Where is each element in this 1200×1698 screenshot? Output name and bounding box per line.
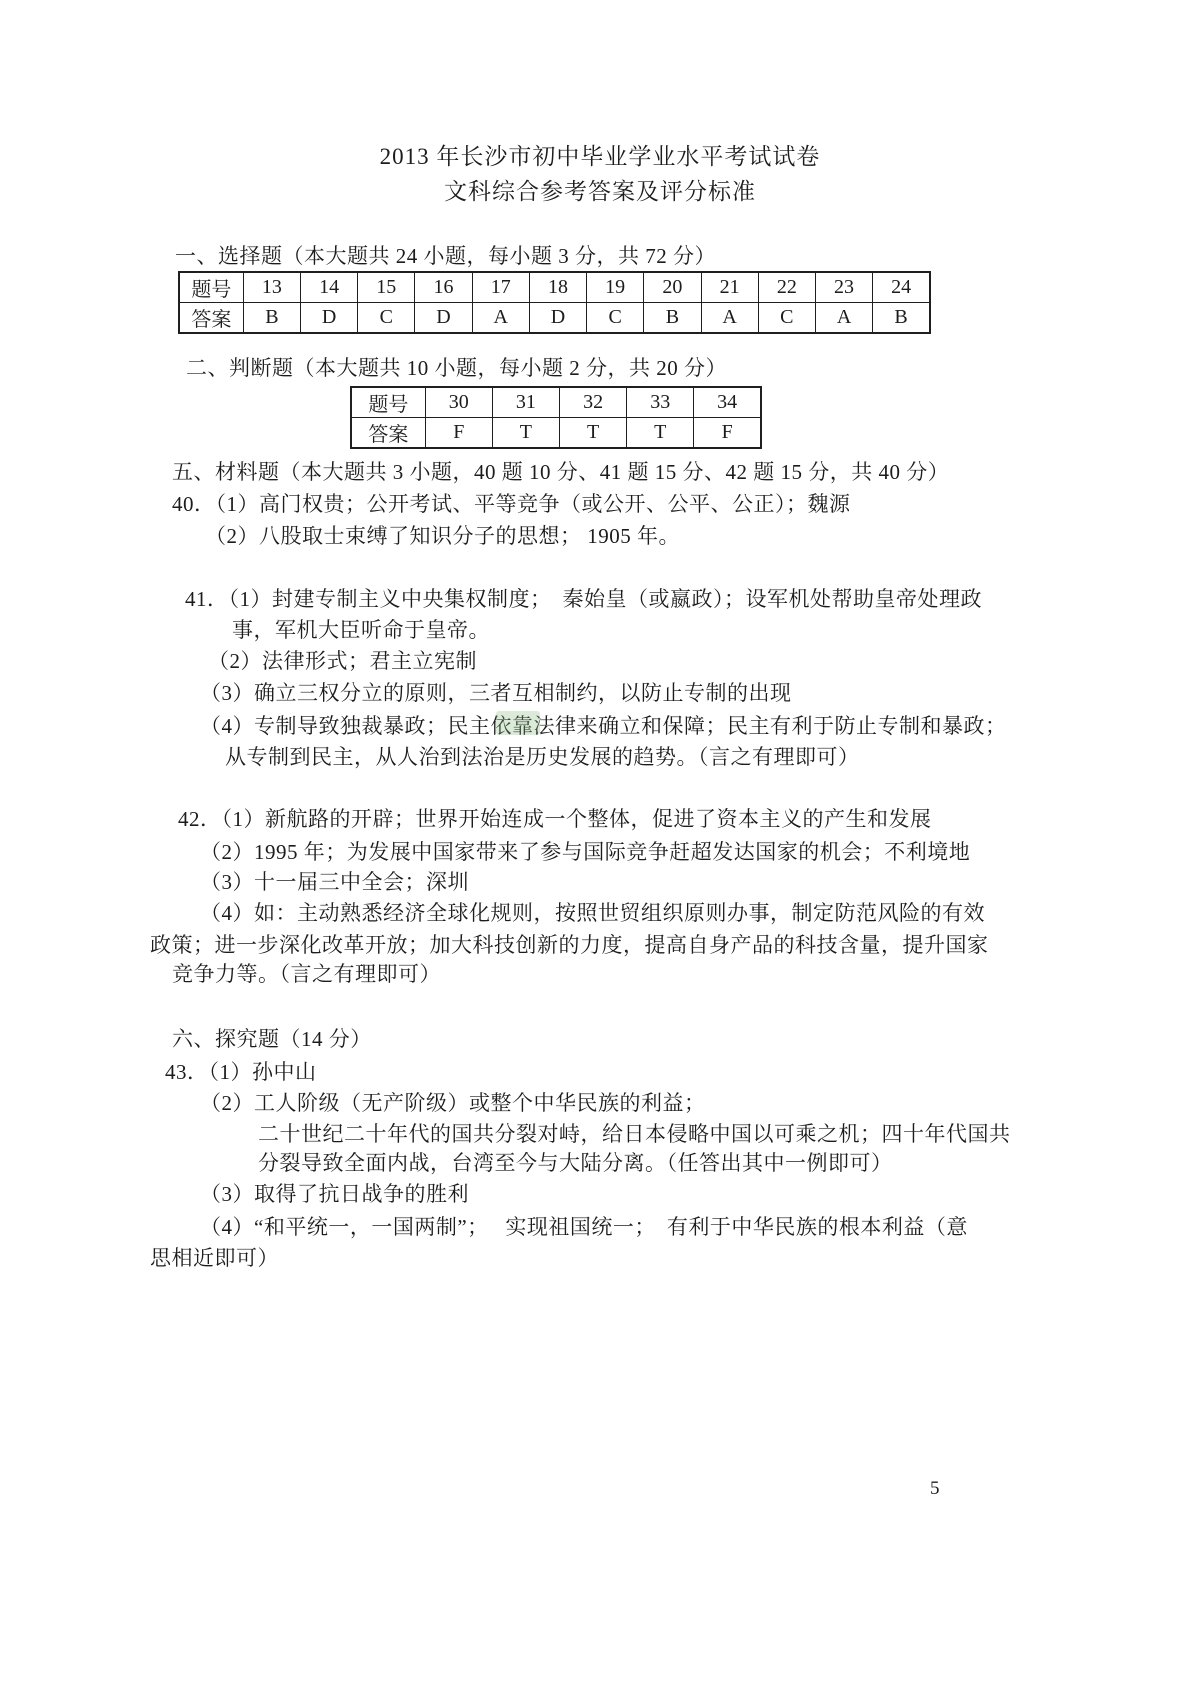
answer-40-line2: （2）八股取士束缚了知识分子的思想； 1905 年。	[205, 524, 680, 548]
judgement-answer-label: 答案	[351, 418, 425, 449]
answer-43-line7: 思相近即可）	[150, 1246, 279, 1270]
table-cell: B	[243, 303, 300, 334]
table-cell: 23	[815, 272, 872, 303]
table-cell: 30	[425, 387, 492, 418]
document-title-line1: 2013 年长沙市初中毕业学业水平考试试卷	[379, 144, 821, 169]
table-cell: 13	[243, 272, 300, 303]
choice-answer-table	[178, 271, 931, 334]
table-cell: 19	[587, 272, 644, 303]
table-cell: 18	[529, 272, 586, 303]
table-cell: D	[415, 303, 472, 334]
answer-42-line5: 政策；进一步深化改革开放；加大科技创新的力度，提高自身产品的科技含量，提升国家	[150, 933, 989, 957]
choice-number-row	[179, 272, 930, 303]
section-inquiry-heading: 六、探究题（14 分）	[172, 1027, 372, 1051]
table-cell: 34	[694, 387, 761, 418]
choice-answer-label: 答案	[179, 303, 243, 334]
table-cell: A	[815, 303, 872, 334]
judgement-answer-row	[351, 418, 761, 449]
page-number: 5	[930, 1478, 940, 1499]
table-cell: T	[627, 418, 694, 449]
table-cell: 16	[415, 272, 472, 303]
table-cell: D	[529, 303, 586, 334]
table-cell: D	[300, 303, 357, 334]
table-cell: 33	[627, 387, 694, 418]
table-cell: 17	[472, 272, 529, 303]
table-cell: C	[758, 303, 815, 334]
table-cell: 32	[559, 387, 626, 418]
section-choice-heading: 一、选择题（本大题共 24 小题，每小题 3 分，共 72 分）	[175, 244, 716, 268]
table-cell: A	[472, 303, 529, 334]
table-cell: F	[425, 418, 492, 449]
section-judgement-heading: 二、判断题（本大题共 10 小题，每小题 2 分，共 20 分）	[186, 356, 727, 380]
table-cell: 14	[300, 272, 357, 303]
table-cell: 21	[701, 272, 758, 303]
answer-42-line2: （2）1995 年；为发展中国家带来了参与国际竞争赶超发达国家的机会；不利境地	[200, 840, 971, 864]
answer-43-line2: （2）工人阶级（无产阶级）或整个中华民族的利益；	[200, 1091, 706, 1115]
table-cell: T	[559, 418, 626, 449]
table-cell: 24	[873, 272, 930, 303]
table-cell: C	[587, 303, 644, 334]
table-cell: 20	[644, 272, 701, 303]
section-material-heading: 五、材料题（本大题共 3 小题，40 题 10 分、41 题 15 分、42 题 15 分，共 40 分）	[172, 460, 950, 484]
answer-43-line1: 43．（1）孙中山	[165, 1060, 317, 1084]
answer-41-line3: （2）法律形式；君主立宪制	[208, 649, 477, 673]
answer-41-line4: （3）确立三权分立的原则，三者互相制约，以防止专制的出现	[200, 681, 792, 705]
table-cell: B	[644, 303, 701, 334]
answer-41-line1: 41．（1）封建专制主义中央集权制度； 秦始皇（或嬴政）；设军机处帮助皇帝处理政	[185, 587, 982, 611]
answer-42-line1: 42．（1）新航路的开辟；世界开始连成一个整体，促进了资本主义的产生和发展	[178, 807, 932, 831]
answer-41-line5: （4）专制导致独裁暴政；民主依靠法律来确立和保障；民主有利于防止专制和暴政；	[200, 714, 1007, 738]
choice-number-label: 题号	[179, 272, 243, 303]
judgement-number-label: 题号	[351, 387, 425, 418]
table-cell: B	[873, 303, 930, 334]
table-cell: A	[701, 303, 758, 334]
judgement-number-row	[351, 387, 761, 418]
choice-answer-row	[179, 303, 930, 334]
answer-40-line1: 40．（1）高门权贵；公开考试、平等竞争（或公开、公平、公正）；魏源	[172, 492, 851, 516]
document-title-line2: 文科综合参考答案及评分标准	[444, 179, 756, 204]
answer-42-line4: （4）如：主动熟悉经济全球化规则，按照世贸组织原则办事，制定防范风险的有效	[200, 901, 985, 925]
table-cell: 22	[758, 272, 815, 303]
table-cell: 31	[492, 387, 559, 418]
answer-43-line6: （4）“和平统一，一国两制”； 实现祖国统一； 有利于中华民族的根本利益（意	[200, 1215, 968, 1239]
answer-43-line4: 分裂导致全面内战，台湾至今与大陆分离。（任答出其中一例即可）	[258, 1151, 893, 1175]
table-cell: C	[358, 303, 415, 334]
answer-42-line3: （3）十一届三中全会；深圳	[200, 870, 469, 894]
answer-41-line6: 从专制到民主，从人治到法治是历史发展的趋势。（言之有理即可）	[225, 745, 860, 769]
answer-43-line5: （3）取得了抗日战争的胜利	[200, 1182, 469, 1206]
answer-42-line6: 竞争力等。（言之有理即可）	[172, 962, 441, 986]
scan-smudge-artifact	[496, 711, 540, 735]
answer-41-line2: 事，军机大臣听命于皇帝。	[232, 618, 490, 642]
judgement-answer-table	[350, 386, 762, 449]
answer-43-line3: 二十世纪二十年代的国共分裂对峙，给日本侵略中国以可乘之机；四十年代国共	[258, 1122, 1011, 1146]
table-cell: T	[492, 418, 559, 449]
table-cell: 15	[358, 272, 415, 303]
table-cell: F	[694, 418, 761, 449]
